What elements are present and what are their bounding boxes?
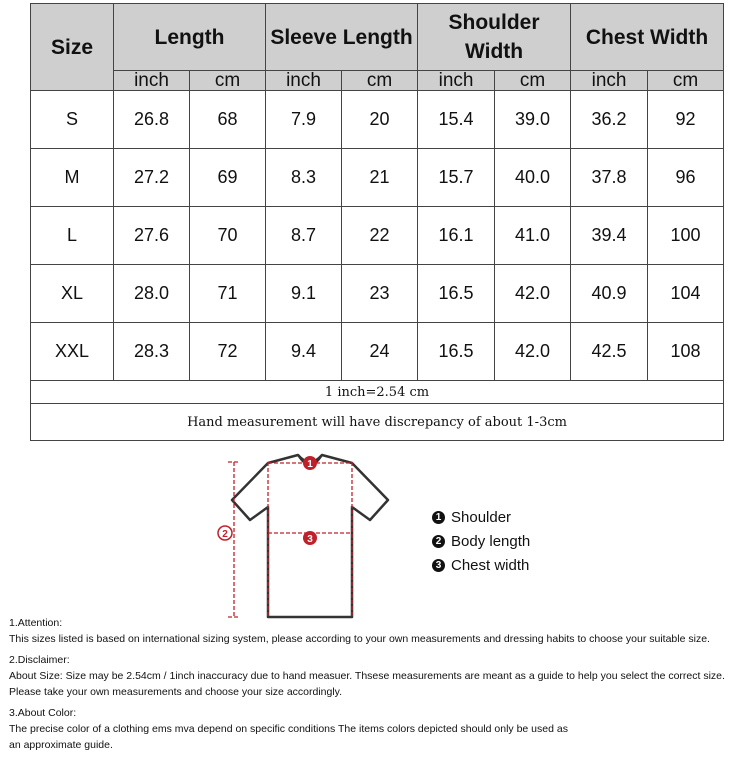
header-size: Size xyxy=(31,4,114,91)
table-row xyxy=(31,323,724,381)
value-cell: 70 xyxy=(190,207,266,265)
value-cell: 42.5 xyxy=(571,323,648,381)
size-cell: L xyxy=(31,207,114,265)
note-disclaimer xyxy=(9,652,747,700)
conversion-row xyxy=(31,381,724,404)
value-cell: 40.0 xyxy=(495,149,571,207)
table-row xyxy=(31,149,724,207)
tshirt-measurement-diagram xyxy=(210,445,410,625)
discrepancy-note: Hand measurement will have discrepancy of about 1-3cm xyxy=(31,404,724,441)
header-sleeve-length: Sleeve Length xyxy=(266,4,418,71)
value-cell: 36.2 xyxy=(571,91,648,149)
value-cell: 72 xyxy=(190,323,266,381)
value-cell: 108 xyxy=(648,323,724,381)
measurement-legend xyxy=(432,505,530,577)
size-cell: M xyxy=(31,149,114,207)
legend-number-icon: 3 xyxy=(432,559,445,572)
note-title: 3.About Color: xyxy=(9,707,77,719)
note-line: Please take your own measurements and choose your size accordingly. xyxy=(9,686,343,698)
value-cell: 37.8 xyxy=(571,149,648,207)
value-cell: 8.3 xyxy=(266,149,342,207)
value-cell: 68 xyxy=(190,91,266,149)
legend-number-icon: 2 xyxy=(432,535,445,548)
size-cell: XL xyxy=(31,265,114,323)
value-cell: 20 xyxy=(342,91,418,149)
unit-cell: cm xyxy=(495,71,571,91)
size-chart-table xyxy=(30,3,724,441)
table-row xyxy=(31,91,724,149)
note-line: This sizes listed is based on international sizing system, please according to your own measurements and dressing habits to choose your suitable size. xyxy=(9,633,710,645)
value-cell: 42.0 xyxy=(495,265,571,323)
value-cell: 16.5 xyxy=(418,323,495,381)
note-line: The precise color of a clothing ems mva depend on specific conditions The items colors depicted should only be used as xyxy=(9,723,568,735)
value-cell: 92 xyxy=(648,91,724,149)
value-cell: 28.3 xyxy=(114,323,190,381)
table-row xyxy=(31,207,724,265)
value-cell: 21 xyxy=(342,149,418,207)
legend-item xyxy=(432,553,530,577)
value-cell: 8.7 xyxy=(266,207,342,265)
legend-number-icon: 1 xyxy=(432,511,445,524)
marker-1-label: 1 xyxy=(307,459,313,470)
value-cell: 100 xyxy=(648,207,724,265)
notes-section xyxy=(9,615,747,758)
unit-cell: cm xyxy=(190,71,266,91)
value-cell: 104 xyxy=(648,265,724,323)
value-cell: 15.7 xyxy=(418,149,495,207)
value-cell: 16.1 xyxy=(418,207,495,265)
header-row xyxy=(31,4,724,71)
value-cell: 28.0 xyxy=(114,265,190,323)
value-cell: 7.9 xyxy=(266,91,342,149)
note-color xyxy=(9,705,747,753)
value-cell: 22 xyxy=(342,207,418,265)
marker-3-label: 3 xyxy=(307,534,313,545)
value-cell: 39.0 xyxy=(495,91,571,149)
marker-1 xyxy=(303,456,317,470)
legend-label: Body length xyxy=(451,532,531,550)
value-cell: 24 xyxy=(342,323,418,381)
value-cell: 27.6 xyxy=(114,207,190,265)
size-cell: S xyxy=(31,91,114,149)
header-shoulder-width: Shoulder Width xyxy=(418,4,571,71)
discrepancy-row xyxy=(31,404,724,441)
unit-row xyxy=(31,71,724,91)
value-cell: 9.4 xyxy=(266,323,342,381)
value-cell: 40.9 xyxy=(571,265,648,323)
legend-label: Chest width xyxy=(451,556,530,574)
unit-cell: cm xyxy=(342,71,418,91)
unit-cell: inch xyxy=(571,71,648,91)
conversion-note: 1 inch=2.54 cm xyxy=(31,381,724,404)
value-cell: 96 xyxy=(648,149,724,207)
value-cell: 9.1 xyxy=(266,265,342,323)
value-cell: 16.5 xyxy=(418,265,495,323)
value-cell: 23 xyxy=(342,265,418,323)
note-attention xyxy=(9,615,747,647)
note-line: an approximate guide. xyxy=(9,739,113,751)
value-cell: 42.0 xyxy=(495,323,571,381)
value-cell: 26.8 xyxy=(114,91,190,149)
value-cell: 15.4 xyxy=(418,91,495,149)
unit-cell: inch xyxy=(114,71,190,91)
value-cell: 27.2 xyxy=(114,149,190,207)
value-cell: 71 xyxy=(190,265,266,323)
header-chest-width: Chest Width xyxy=(571,4,724,71)
legend-label: Shoulder xyxy=(451,508,512,526)
size-cell: XXL xyxy=(31,323,114,381)
marker-3 xyxy=(303,531,317,545)
unit-cell: inch xyxy=(418,71,495,91)
value-cell: 39.4 xyxy=(571,207,648,265)
marker-2 xyxy=(218,526,232,540)
value-cell: 41.0 xyxy=(495,207,571,265)
note-title: 1.Attention: xyxy=(9,617,63,629)
table-row xyxy=(31,265,724,323)
unit-cell: inch xyxy=(266,71,342,91)
marker-2-label: 2 xyxy=(222,529,228,540)
note-line: About Size: Size may be 2.54cm / 1inch inaccuracy due to hand measuer. Thsese measurements are meant as a guide to help you select the correct size. xyxy=(9,670,725,682)
value-cell: 69 xyxy=(190,149,266,207)
note-title: 2.Disclaimer: xyxy=(9,654,70,666)
unit-cell: cm xyxy=(648,71,724,91)
legend-item xyxy=(432,529,530,553)
header-length: Length xyxy=(114,4,266,71)
legend-item xyxy=(432,505,530,529)
